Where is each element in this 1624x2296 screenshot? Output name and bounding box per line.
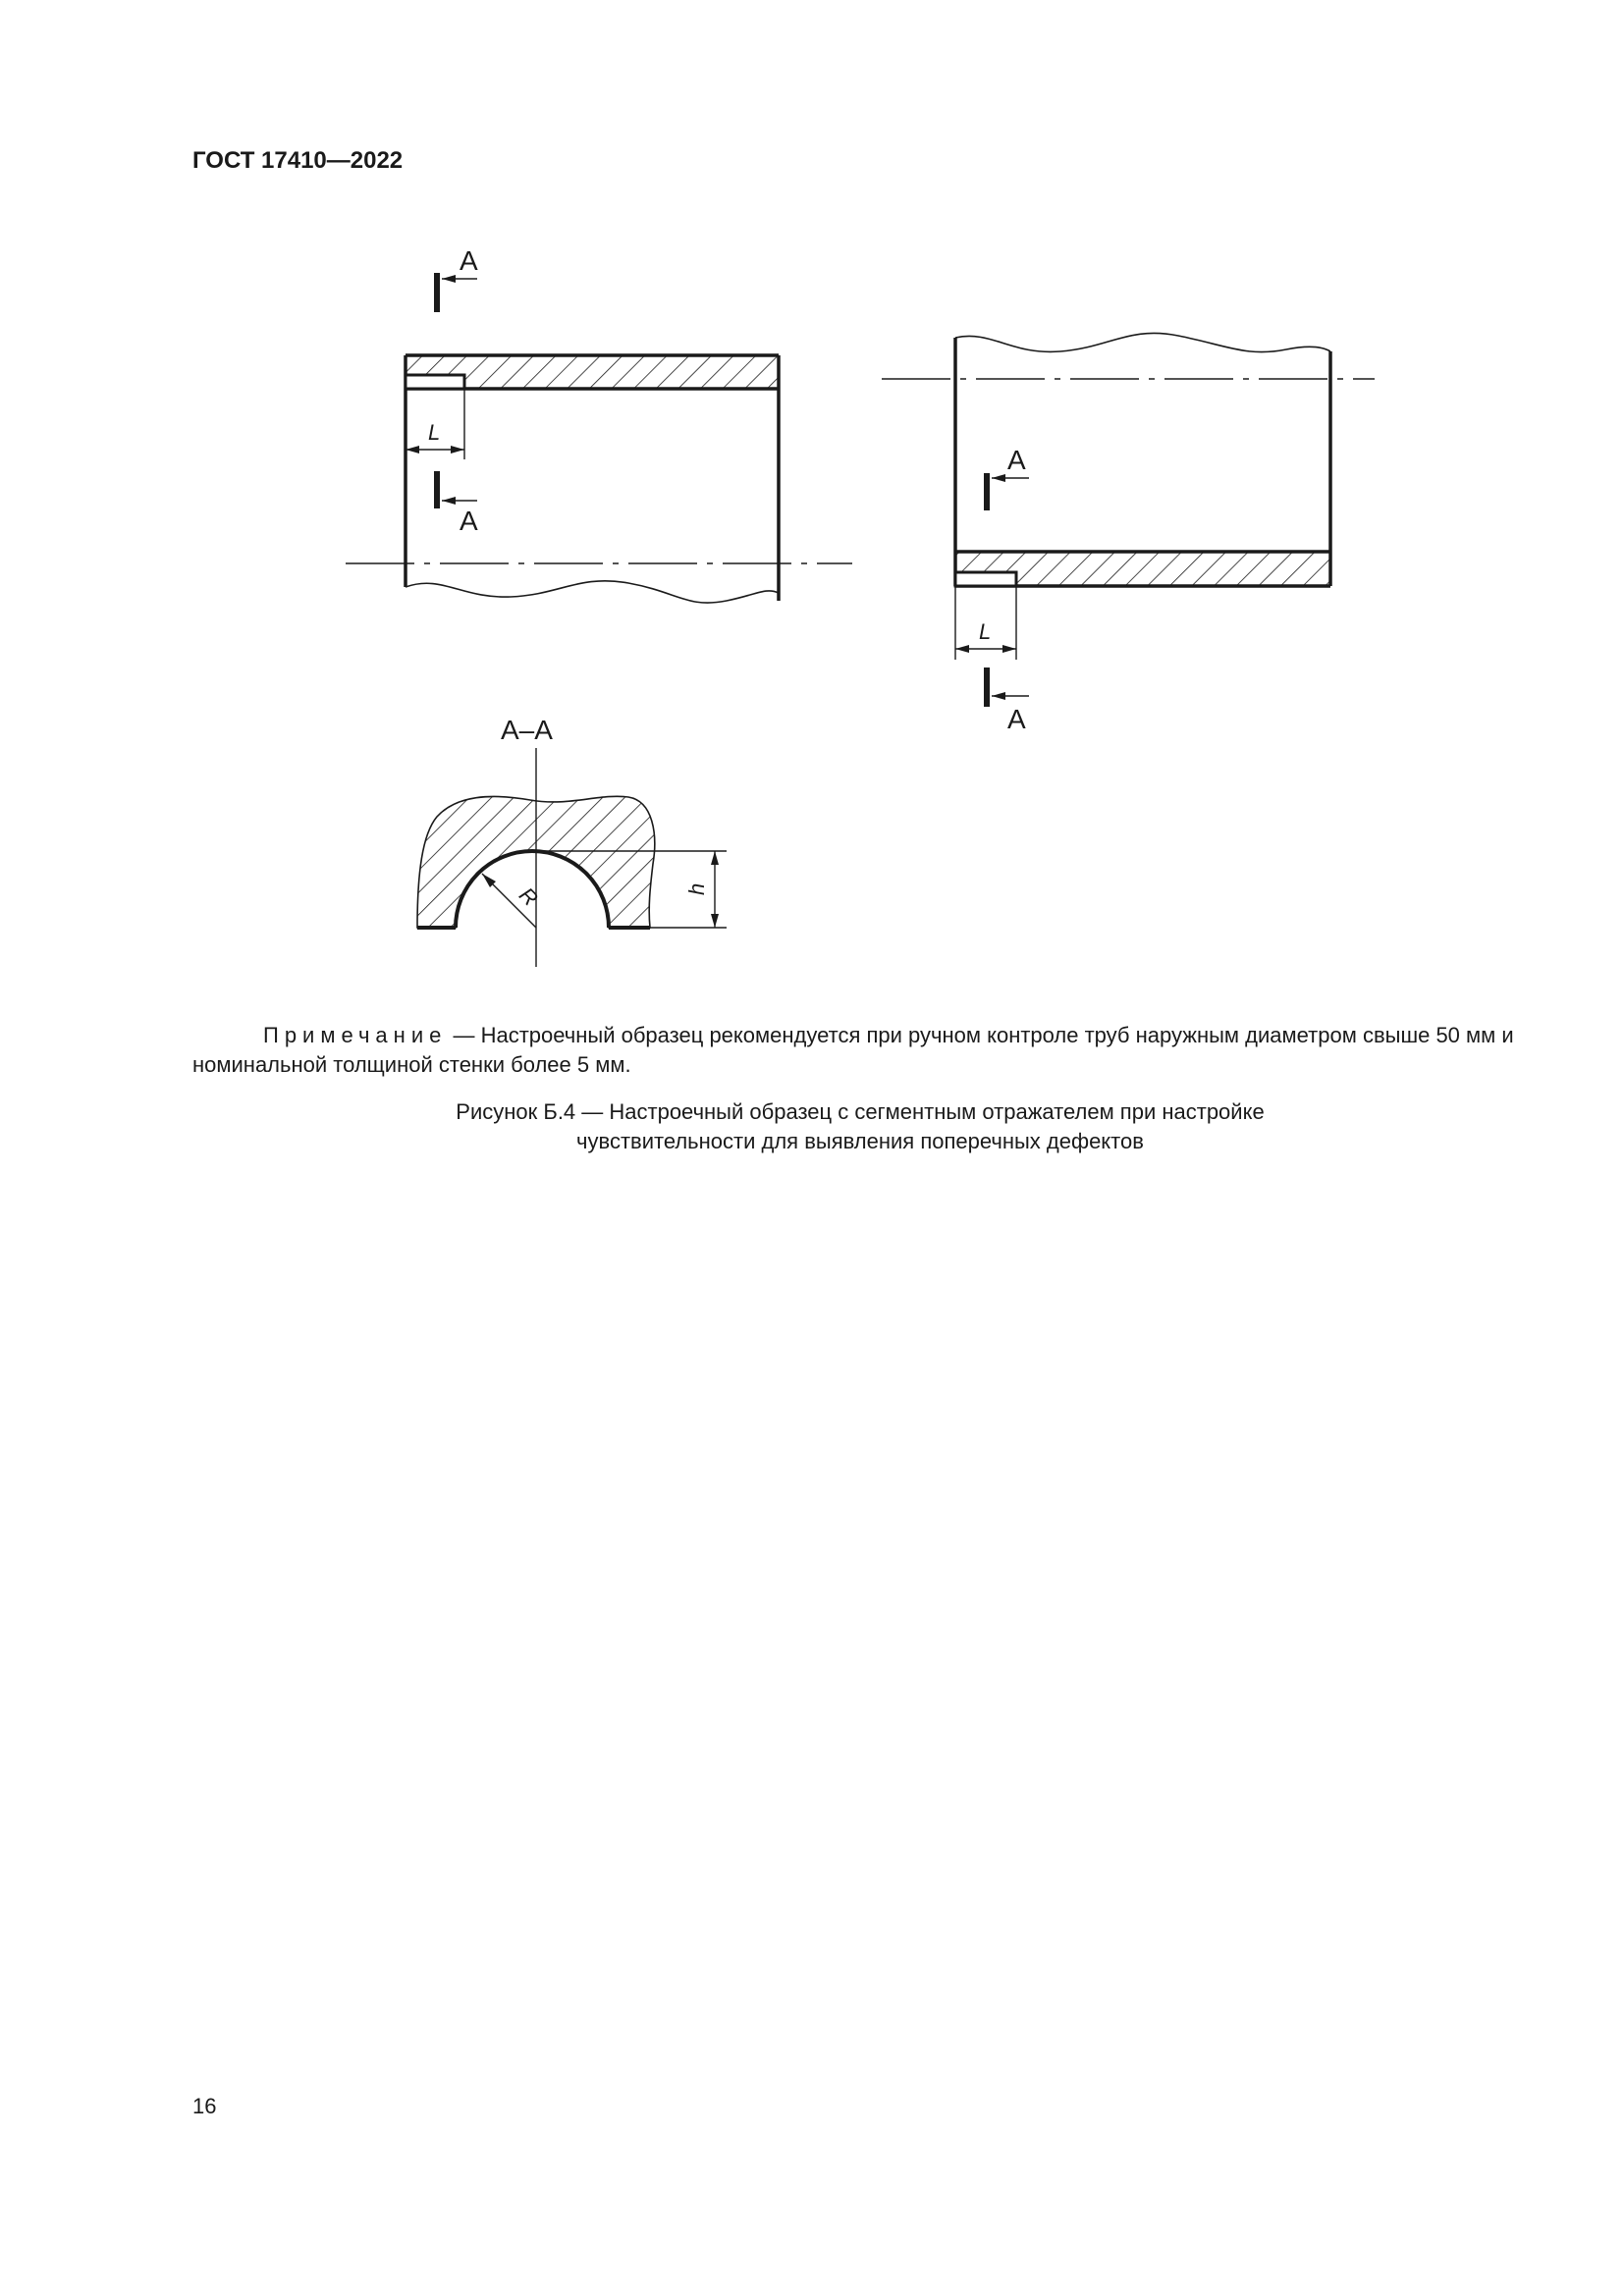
right-notch [955,572,1016,586]
note-label: Примечание [263,1023,448,1047]
section-title: А–А [501,715,553,745]
dim-R: R [514,882,543,911]
right-pipe-view [882,333,1375,734]
figure-caption [192,1097,1528,1156]
right-break-line [955,333,1330,351]
left-section-mark-bottom: A [460,506,478,536]
right-section-mark-top: A [1007,445,1026,475]
page-number: 16 [192,2094,217,2118]
right-section-mark-bottom: A [1007,704,1026,734]
figure-drawing [0,0,1624,982]
note-block [192,1021,1528,1080]
caption-line-2: чувствительности для выявления поперечных дефектов [576,1129,1144,1153]
left-break-line [406,581,779,603]
left-pipe-view [346,245,852,603]
left-notch [406,375,464,389]
document-header: ГОСТ 17410—2022 [192,147,404,174]
dim-h: h [684,882,709,895]
caption-line-1: Рисунок Б.4 — Настроечный образец с сегментным отражателем при настройке [456,1099,1265,1124]
note-text: Настроечный образец рекомендуется при ручном контроле труб наружным диаметром свыше 50 мм и номинальной толщиной стенки более 5 мм. [192,1023,1514,1077]
right-dim-L: L [979,619,992,644]
note-dash: — [453,1023,475,1047]
left-dim-L: L [428,420,441,445]
section-a-a [417,715,727,967]
left-section-mark-top: A [460,245,478,276]
